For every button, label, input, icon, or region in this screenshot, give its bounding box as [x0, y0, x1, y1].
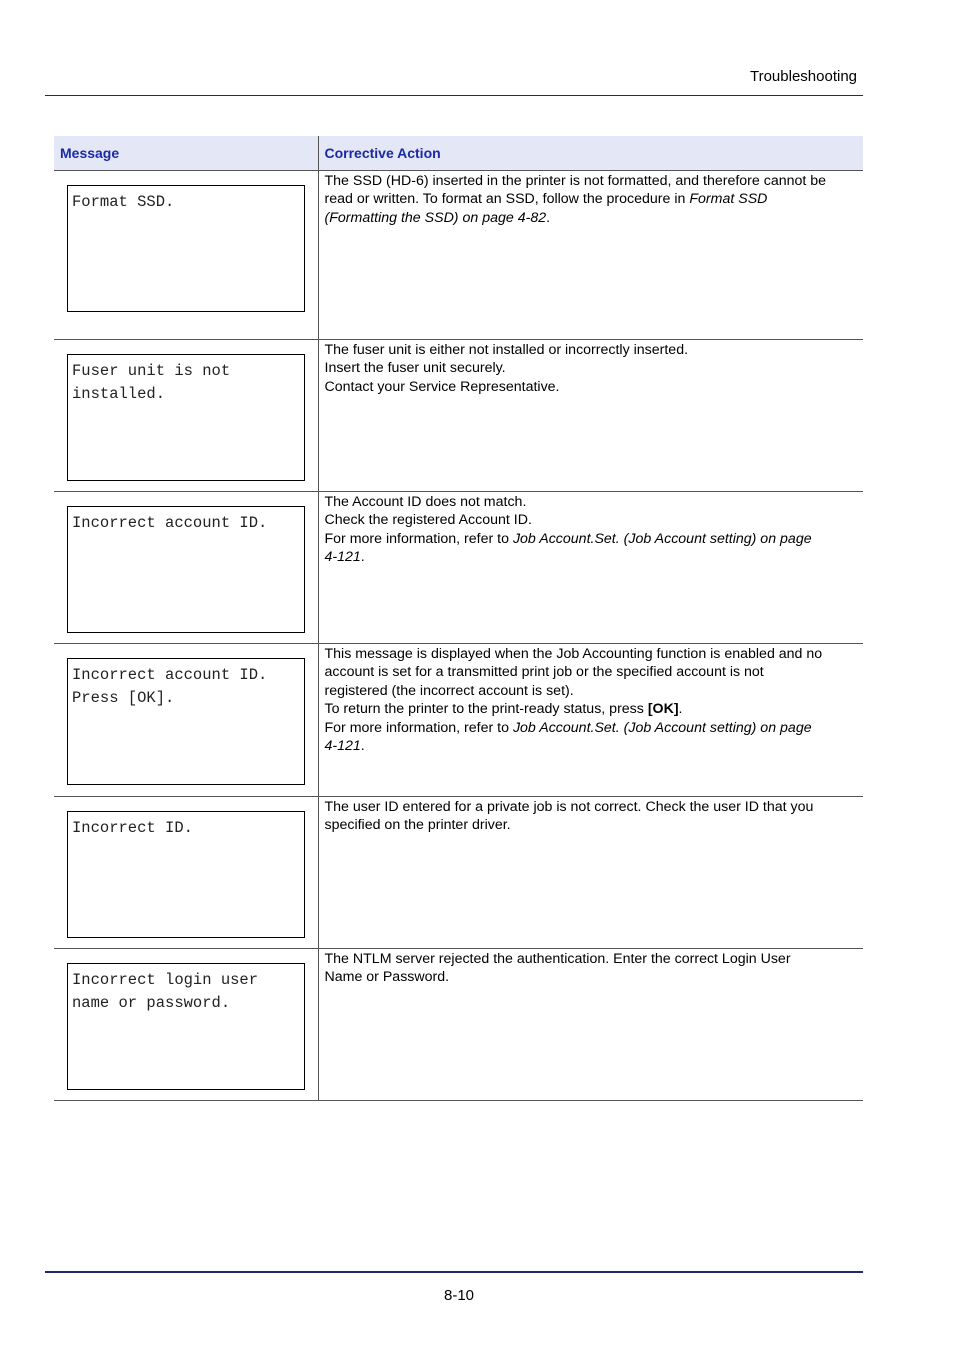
table-row [54, 170, 863, 339]
table-row [54, 491, 863, 643]
table-row [54, 339, 863, 491]
message-panel: Format SSD. [67, 185, 305, 312]
message-panel: Incorrect ID. [67, 811, 305, 938]
message-table [54, 136, 863, 1101]
message-panel: Incorrect account ID. [67, 506, 305, 633]
table-row [54, 796, 863, 948]
corrective-action-cell: The SSD (HD-6) inserted in the printer is not formatted, and therefore cannot be read or written. To format an SSD, follow the procedure in Format SSD (Formatting the SSD) on page 4-82. [318, 170, 863, 339]
column-header-corrective-action: Corrective Action [318, 136, 863, 170]
message-panel: Incorrect login user name or password. [67, 963, 305, 1090]
column-header-message: Message [54, 136, 318, 170]
table-header-row [54, 136, 863, 170]
footer-divider [45, 1271, 863, 1273]
table-row [54, 643, 863, 796]
corrective-action-cell: The user ID entered for a private job is not correct. Check the user ID that you specified on the printer driver. [318, 796, 863, 948]
corrective-action-cell: The NTLM server rejected the authentication. Enter the correct Login User Name or Password. [318, 948, 863, 1100]
message-panel: Incorrect account ID. Press [OK]. [67, 658, 305, 785]
header-divider [45, 95, 863, 96]
corrective-action-cell: The Account ID does not match. Check the registered Account ID. For more information, refer to Job Account.Set. (Job Account setting) on page 4-121. [318, 491, 863, 643]
section-title: Troubleshooting [749, 68, 857, 85]
message-panel: Fuser unit is not installed. [67, 354, 305, 481]
corrective-action-cell: The fuser unit is either not installed or incorrectly inserted. Insert the fuser unit securely. Contact your Service Representative. [318, 339, 863, 491]
table-row [54, 948, 863, 1100]
page-number: 8-10 [443, 1287, 475, 1304]
corrective-action-cell: This message is displayed when the Job Accounting function is enabled and no account is set for a transmitted print job or the specified account is not registered (the incorrect account is set). To return the printer to the print-ready status, press [OK]. For more information, refer to Job Account.Set. (Job Account setting) on page 4-121. [318, 643, 863, 796]
